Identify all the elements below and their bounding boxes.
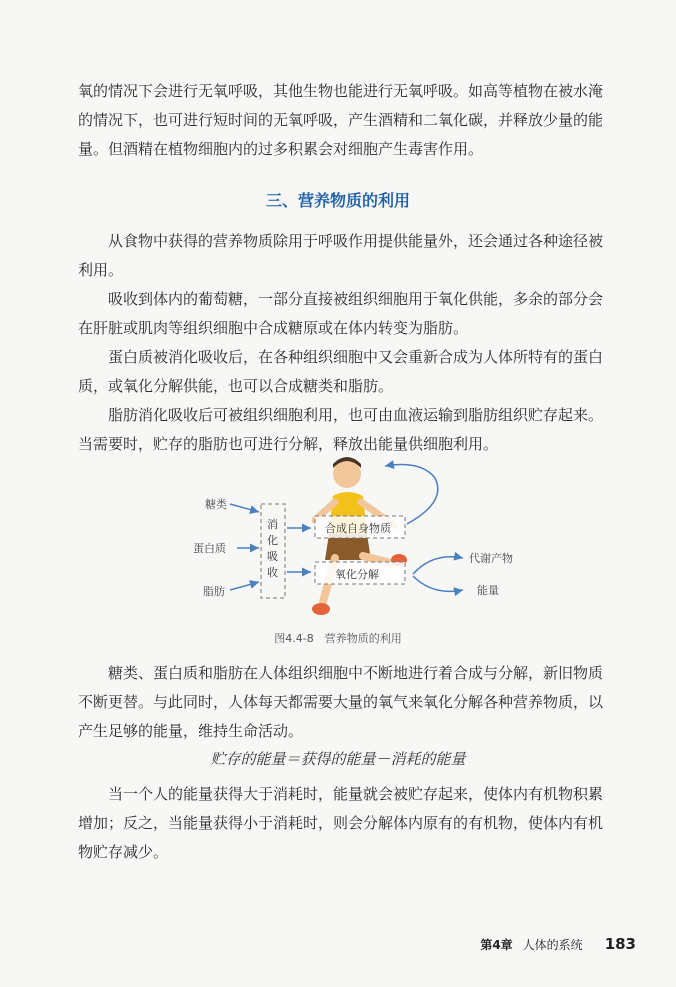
figure-caption: 图4.4-8 营养物质的利用 bbox=[274, 632, 402, 645]
paragraph-energy-balance: 当一个人的能量获得大于消耗时，能量就会被贮存起来，使体内有机物积累增加；反之，当能量获得小于消耗时，则会分解体内原有的有机物，使体内有机物贮存减少。 bbox=[78, 785, 604, 861]
paragraph-anaerobic: 氧的情况下会进行无氧呼吸，其他生物也能进行无氧呼吸。如高等植物在被水淹的情况下，也可进行短时间的无氧呼吸，产生酒精和二氧化碳，并释放少量的能量。但酒精在植物细胞内的过多积累会对细胞产生毒害作用。 bbox=[78, 82, 604, 158]
page-footer bbox=[480, 935, 636, 953]
paragraph-fat: 脂肪消化吸收后可被组织细胞利用，也可由血液运输到脂肪组织贮存起来。当需要时，贮存的脂肪也可进行分解，释放出能量供细胞利用。 bbox=[78, 406, 604, 453]
digest-char-2: 化 bbox=[267, 534, 278, 547]
paragraph-glucose: 吸收到体内的葡萄糖，一部分直接被组织细胞用于氧化供能，多余的部分会在肝脏或肌肉等组织细胞中合成糖原或在体内转变为脂肪。 bbox=[78, 290, 604, 337]
synthesis-box-label: 合成自身物质 bbox=[325, 522, 391, 535]
input-label-fat: 脂肪 bbox=[203, 585, 225, 598]
paragraph-turnover: 糖类、蛋白质和脂肪在人体组织细胞中不断地进行着合成与分解，新旧物质不断更替。与此同时，人体每天都需要大量的氧气来氧化分解各种营养物质，以产生足够的能量，维持生命活动。 bbox=[78, 664, 604, 740]
paragraph-protein: 蛋白质被消化吸收后，在各种组织细胞中又会重新合成为人体所特有的蛋白质，或氧化分解供能，也可以合成糖类和脂肪。 bbox=[78, 348, 604, 395]
section-heading: 三、营养物质的利用 bbox=[265, 191, 410, 210]
energy-formula: 贮存的能量＝获得的能量－消耗的能量 bbox=[210, 750, 466, 768]
digest-char-4: 收 bbox=[267, 566, 278, 579]
digest-char-3: 吸 bbox=[267, 550, 278, 563]
input-label-protein: 蛋白质 bbox=[193, 542, 226, 555]
digest-char-1: 消 bbox=[267, 518, 278, 531]
digest-absorb-box bbox=[267, 517, 278, 579]
chapter-number: 第4章 bbox=[480, 938, 513, 952]
oxidation-box-label: 氧化分解 bbox=[335, 568, 379, 581]
nutrient-utilization-figure bbox=[185, 452, 545, 627]
output-label-energy: 能量 bbox=[477, 584, 499, 597]
paragraph-intro: 从食物中获得的营养物质除用于呼吸作用提供能量外，还会通过各种途径被利用。 bbox=[78, 232, 604, 279]
output-label-metabolites: 代谢产物 bbox=[469, 552, 513, 565]
page-number: 183 bbox=[604, 935, 636, 953]
chapter-title: 人体的系统 bbox=[522, 938, 583, 952]
input-label-sugars: 糖类 bbox=[205, 498, 227, 511]
